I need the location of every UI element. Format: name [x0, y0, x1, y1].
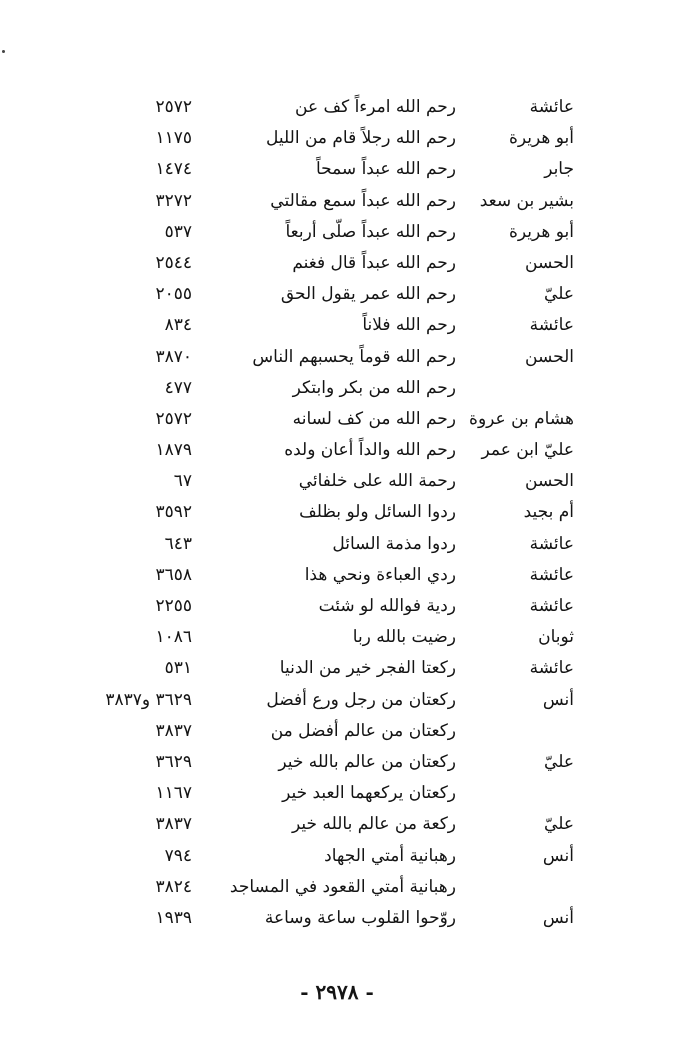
index-row [0, 92, 674, 123]
narrator-name: عائشة [529, 658, 574, 679]
hadith-incipit: روّحوا القلوب ساعة وساعة [264, 907, 456, 928]
hadith-incipit: رضيت بالله ربا [352, 627, 456, 648]
hadith-incipit: ركعتان من عالم بالله خير [278, 751, 456, 772]
hadith-number: ٣٢٧٢ [155, 190, 192, 211]
hadith-number: ٦٤٣ [164, 533, 192, 554]
hadith-incipit: ركعتان من عالم أفضل من [270, 720, 456, 741]
index-row [0, 560, 674, 591]
index-row [0, 435, 674, 466]
index-row [0, 653, 674, 684]
hadith-incipit: رحمة الله على خلفائي [298, 471, 456, 492]
hadith-incipit: ردوا السائل ولو بظلف [299, 502, 456, 523]
narrator-name: الحسن [525, 346, 574, 367]
hadith-incipit: رحم الله امرءاً كف عن [295, 97, 456, 117]
hadith-number: ٦٧ [173, 471, 192, 492]
hadith-number: ٣٥٩٢ [155, 502, 192, 523]
index-row [0, 186, 674, 217]
hadith-incipit: رحم الله رجلاً قام من الليل [266, 128, 456, 149]
hadith-incipit: رحم الله من بكر وابتكر [292, 377, 456, 398]
narrator-name: أنس [542, 845, 574, 866]
narrator-name: أبو هريرة [508, 221, 574, 242]
hadith-number: ٨٣٤ [164, 315, 192, 336]
narrator-name: أم بجيد [523, 502, 574, 523]
narrator-name: أبو هريرة [508, 128, 574, 149]
narrator-name: هشام بن عروة [469, 408, 574, 429]
hadith-incipit: رحم الله من كف لسانه [292, 408, 456, 429]
hadith-incipit: ردي العباءة ونحي هذا [304, 564, 456, 585]
hadith-incipit: رحم الله عبداً سمحاً [315, 159, 456, 180]
hadith-number: ٣٨٣٧ [155, 720, 192, 741]
hadith-number: ٢٢٥٥ [155, 596, 192, 616]
narrator-name: عائشة [529, 97, 574, 117]
page-number: - ٢٩٧٨ - [300, 980, 374, 1004]
hadith-number: ١٩٣٩ [155, 907, 192, 928]
scan-speck [2, 50, 5, 53]
index-row [0, 778, 674, 809]
index-row [0, 529, 674, 560]
hadith-number: ١٤٧٤ [155, 159, 192, 180]
hadith-incipit: رحم الله فلاناً [362, 315, 456, 336]
hadith-incipit: رحم الله قوماً يحسبهم الناس [252, 346, 456, 367]
hadith-incipit: رحم الله عبداً قال فغنم [292, 252, 456, 273]
narrator-name: عليّ [544, 751, 574, 772]
hadith-number: ١١٦٧ [155, 783, 192, 804]
narrator-name: أنس [542, 907, 574, 928]
index-row [0, 279, 674, 310]
hadith-number: ١٠٨٦ [155, 627, 192, 648]
index-row [0, 685, 674, 716]
narrator-name: عائشة [529, 533, 574, 554]
narrator-name: أنس [542, 689, 574, 710]
hadith-incipit: رحم الله والداً أعان ولده [284, 440, 456, 461]
narrator-name: عليّ [544, 284, 574, 305]
hadith-incipit: ركعتان من رجل ورع أفضل [266, 689, 456, 710]
index-row [0, 872, 674, 903]
hadith-incipit: ردوا مذمة السائل [332, 533, 456, 554]
narrator-name: عليّ ابن عمر [481, 440, 574, 461]
hadith-number: ٢٥٧٢ [155, 408, 192, 429]
hadith-incipit: ركعتان يركعهما العبد خير [282, 783, 456, 804]
hadith-number: ٧٩٤ [164, 845, 192, 866]
narrator-name: جابر [544, 159, 574, 180]
index-row [0, 903, 674, 934]
hadith-number: ٣٦٢٩ [155, 751, 192, 772]
index-row [0, 466, 674, 497]
hadith-number: ٢٥٧٢ [155, 97, 192, 117]
index-row [0, 373, 674, 404]
hadith-number: ١٨٧٩ [155, 440, 192, 461]
index-row [0, 497, 674, 528]
index-row [0, 716, 674, 747]
index-row [0, 622, 674, 653]
hadith-incipit: رهبانية أمتي الجهاد [324, 845, 456, 866]
narrator-name: عائشة [529, 315, 574, 336]
hadith-number: ٥٣١ [164, 658, 192, 679]
index-row [0, 809, 674, 840]
hadith-incipit: رحم الله عمر يقول الحق [280, 284, 456, 305]
index-row [0, 154, 674, 185]
index-row [0, 841, 674, 872]
hadith-number: ١١٧٥ [155, 128, 192, 149]
hadith-number: ٣٨٣٧ [155, 814, 192, 835]
narrator-name: عليّ [544, 814, 574, 835]
narrator-name: ثوبان [538, 627, 574, 648]
hadith-index-list [0, 92, 674, 934]
index-row [0, 591, 674, 622]
narrator-name: عائشة [529, 564, 574, 585]
hadith-incipit: ركعتا الفجر خير من الدنيا [279, 658, 456, 679]
index-row [0, 310, 674, 341]
narrator-name: بشير بن سعد [479, 190, 574, 211]
hadith-number: ٣٨٢٤ [155, 876, 192, 897]
index-row [0, 404, 674, 435]
index-row [0, 747, 674, 778]
hadith-number: ٢٠٥٥ [155, 284, 192, 305]
hadith-incipit: ردية فوالله لو شئت [318, 596, 456, 616]
index-row [0, 342, 674, 373]
hadith-number: ٥٣٧ [164, 221, 192, 242]
index-row [0, 248, 674, 279]
hadith-incipit: ركعة من عالم بالله خير [292, 814, 456, 835]
hadith-incipit: رحم الله عبداً صلّى أربعاً [285, 221, 456, 242]
narrator-name: عائشة [529, 596, 574, 616]
hadith-incipit: رهبانية أمتي القعود في المساجد [229, 876, 456, 897]
index-row [0, 123, 674, 154]
narrator-name: الحسن [525, 471, 574, 492]
hadith-number: ٤٧٧ [164, 377, 192, 398]
hadith-number: ٢٥٤٤ [155, 252, 192, 273]
index-row [0, 217, 674, 248]
hadith-number: ٣٦٢٩ و٣٨٣٧ [105, 689, 192, 710]
narrator-name: الحسن [525, 252, 574, 273]
hadith-incipit: رحم الله عبداً سمع مقالتي [270, 190, 456, 211]
hadith-number: ٣٨٧٠ [155, 346, 192, 367]
hadith-number: ٣٦٥٨ [155, 564, 192, 585]
